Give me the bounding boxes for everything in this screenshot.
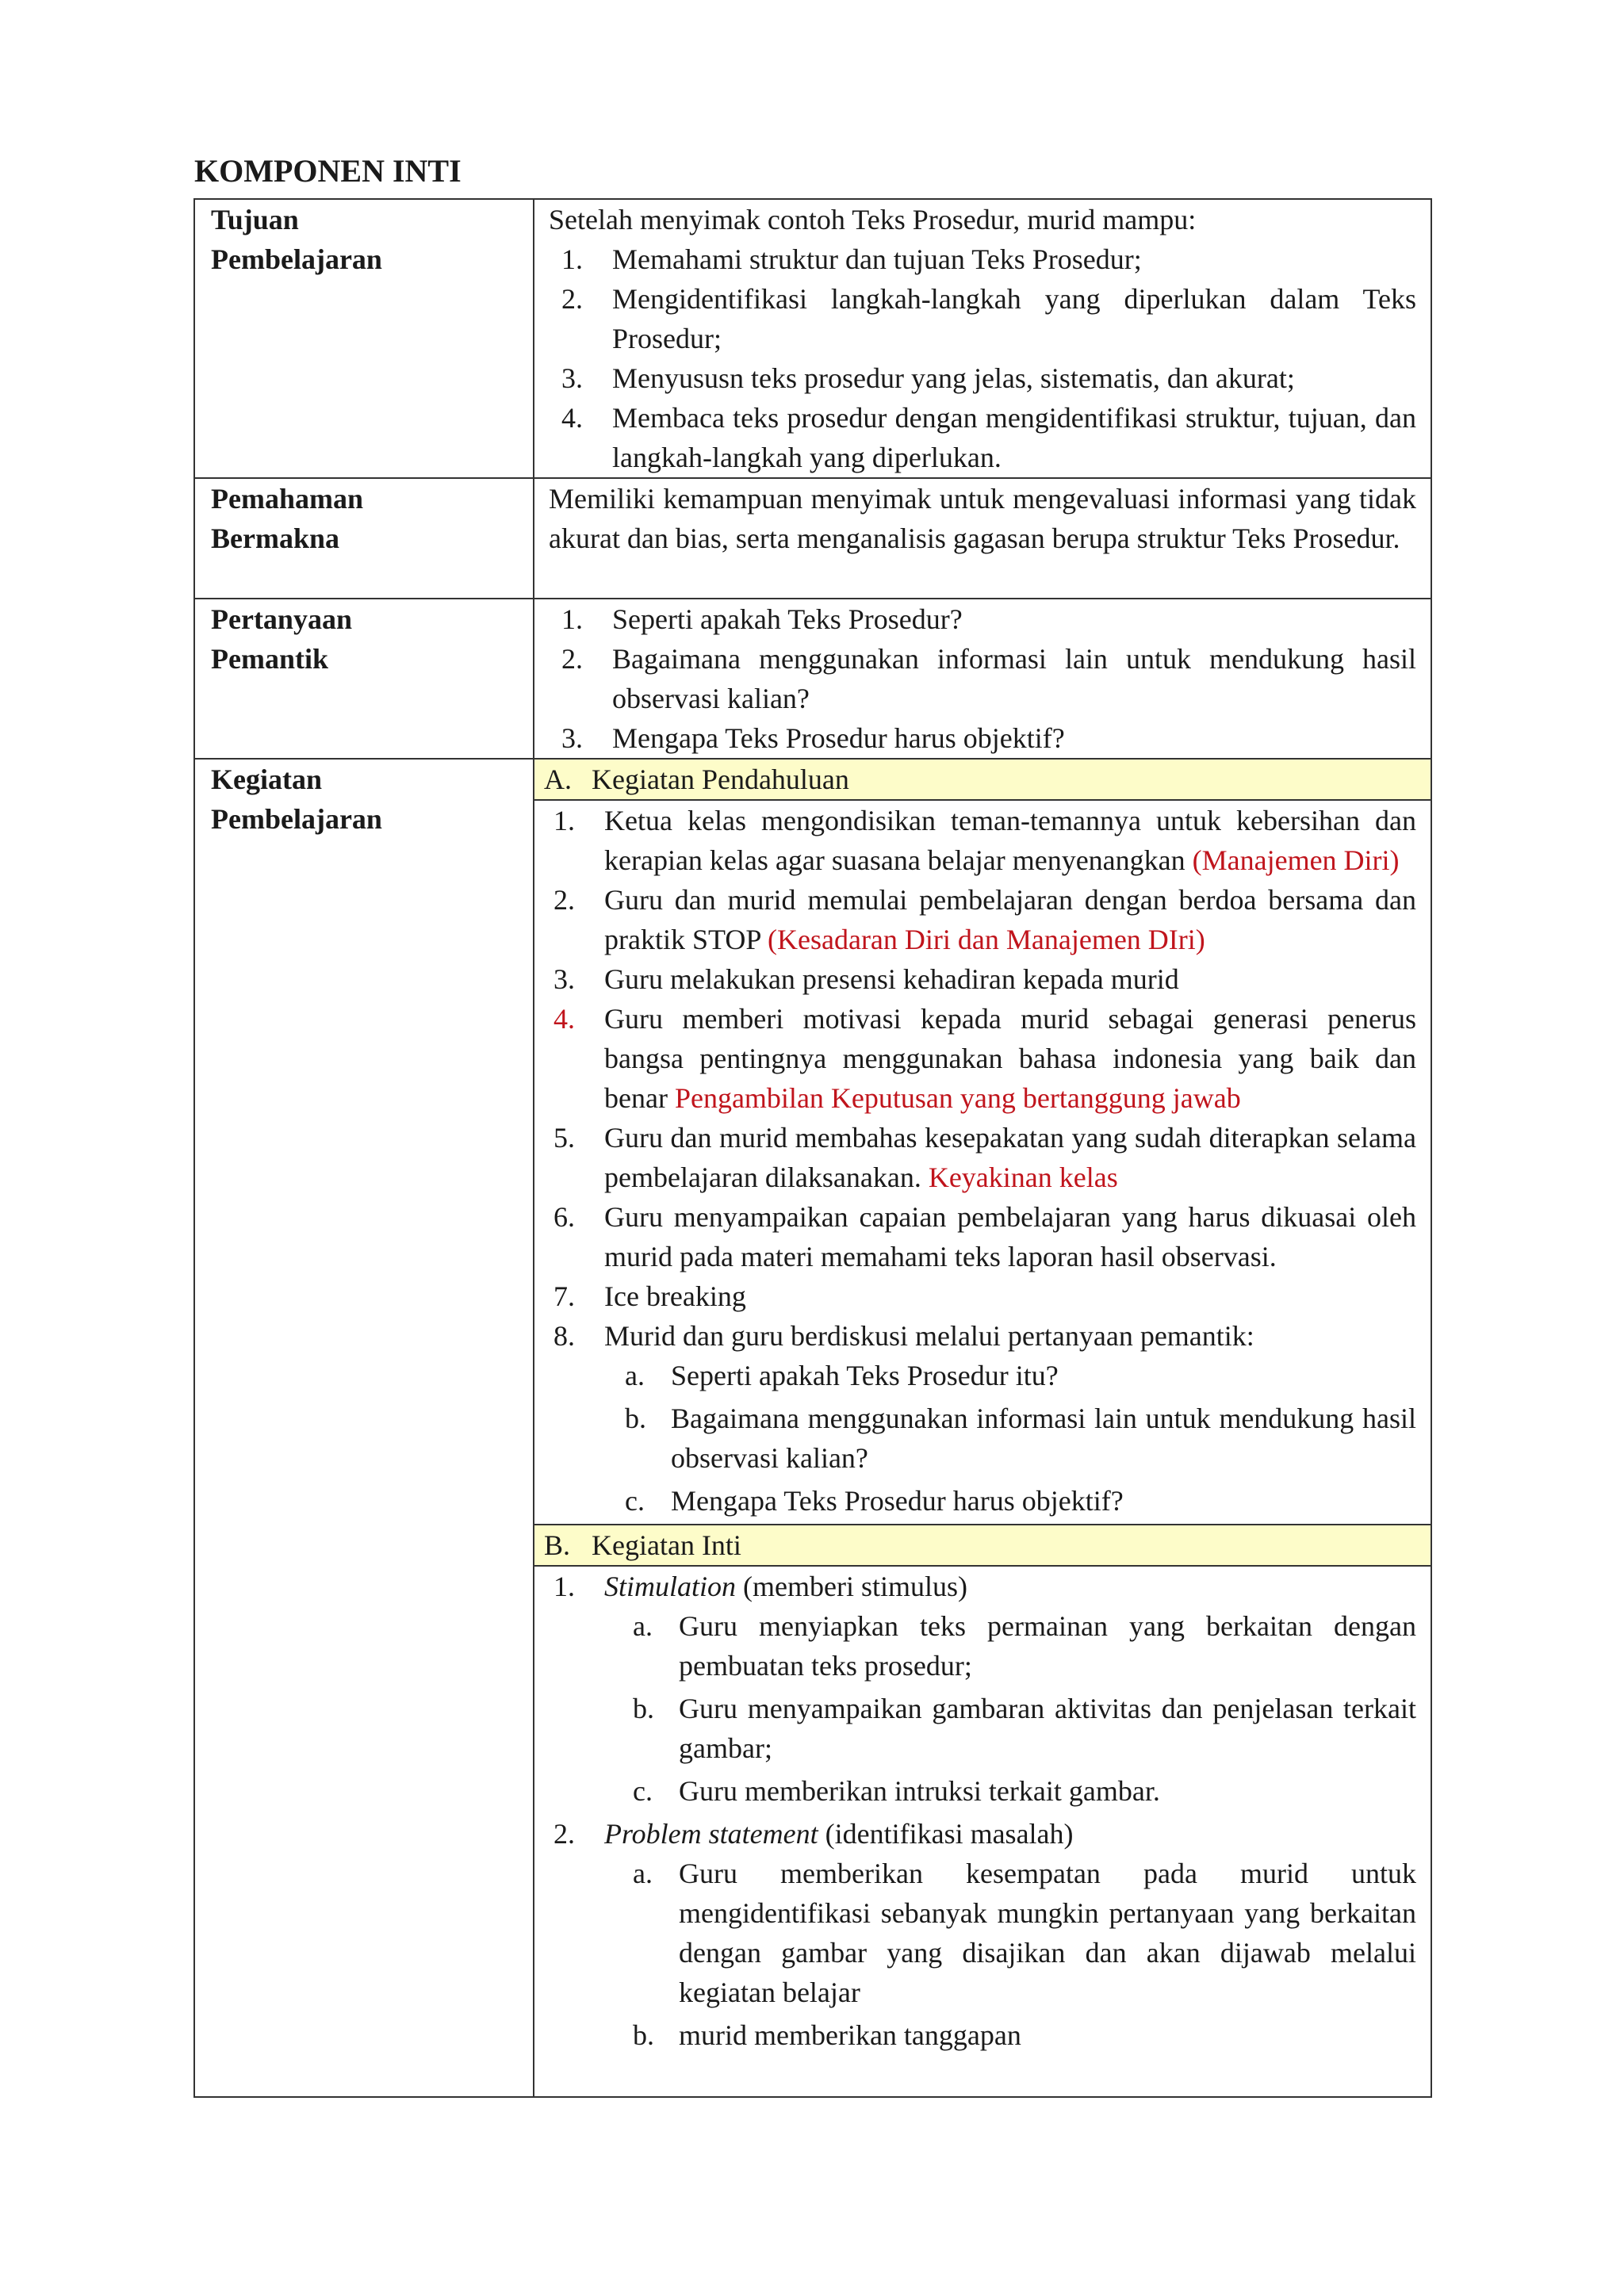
- list-item: [549, 1606, 1416, 1686]
- list-item: [549, 1118, 1416, 1197]
- item-number: 1.: [553, 805, 575, 836]
- item-text: Ice breaking: [604, 1280, 746, 1312]
- item-letter: a.: [633, 1610, 653, 1642]
- pertanyaan-list: [549, 599, 1416, 758]
- pendahuluan-list: [549, 801, 1416, 1356]
- item-letter: c.: [633, 1775, 653, 1807]
- label-line: Pertanyaan: [211, 603, 352, 635]
- item-text: Seperti apakah Teks Prosedur itu?: [671, 1360, 1059, 1391]
- item-text: Guru menyiapkan teks permainan yang berkaitan dengan pembuatan teks prosedur;: [679, 1610, 1416, 1682]
- label-pemahaman: [194, 478, 534, 599]
- list-item: [549, 599, 1416, 639]
- item-number: 1.: [561, 243, 583, 275]
- item-text: Guru menyampaikan gambaran aktivitas dan penjelasan terkait gambar;: [679, 1693, 1416, 1764]
- item-text: Bagaimana menggunakan informasi lain untuk mendukung hasil observasi kalian?: [671, 1402, 1416, 1474]
- item-number: 6.: [553, 1201, 575, 1233]
- tujuan-intro: Setelah menyimak contoh Teks Prosedur, murid mampu:: [549, 204, 1197, 235]
- list-item: [549, 801, 1416, 880]
- list-item: [549, 718, 1416, 758]
- item-text: (identifikasi masalah): [825, 1818, 1074, 1850]
- section-letter: B.: [544, 1529, 571, 1561]
- item-number: 3.: [561, 722, 583, 754]
- content-pertanyaan: [534, 599, 1431, 759]
- item-text: Guru memberikan kesempatan pada murid untuk mengidentifikasi sebanyak mungkin pertanyaan yang berkaitan dengan gambar yang disajikan dan akan dijawab melalui kegiatan belajar: [679, 1858, 1416, 2008]
- list-item: [549, 279, 1416, 358]
- item-letter: a.: [625, 1360, 645, 1391]
- item-number: 2.: [561, 643, 583, 675]
- item-number: 3.: [561, 362, 583, 394]
- item-text: Guru memberi motivasi kepada murid sebagai generasi penerus bangsa pentingnya menggunakan bahasa indonesia yang baik dan benar: [604, 1003, 1416, 1114]
- list-item: [549, 1814, 1416, 1854]
- section-a-header: [534, 759, 1431, 800]
- list-item: [549, 398, 1416, 477]
- item-term: Stimulation: [604, 1571, 737, 1602]
- content-pemahaman: [534, 478, 1431, 599]
- item-text: Seperti apakah Teks Prosedur?: [612, 603, 963, 635]
- item-text: Mengapa Teks Prosedur harus objektif?: [671, 1485, 1124, 1517]
- list-item: [549, 1771, 1416, 1811]
- row-kegiatan-a-header: [194, 759, 1431, 800]
- item-letter: b.: [633, 1693, 654, 1724]
- item-number: 2.: [553, 884, 575, 916]
- label-pertanyaan: [194, 599, 534, 759]
- list-item: [549, 1197, 1416, 1276]
- tujuan-list: [549, 239, 1416, 477]
- item-number: 1.: [553, 1571, 575, 1602]
- section-letter: A.: [544, 763, 572, 795]
- item-text: Mengidentifikasi langkah-langkah yang diperlukan dalam Teks Prosedur;: [612, 283, 1416, 354]
- item-letter: b.: [633, 2019, 654, 2051]
- page-title: KOMPONEN INTI: [194, 153, 462, 189]
- item-text: murid memberikan tanggapan: [679, 2019, 1021, 2051]
- list-item: [549, 1399, 1416, 1478]
- section-a-content: [534, 800, 1431, 1525]
- item-note: (Kesadaran Diri dan Manajemen DIri): [768, 924, 1205, 955]
- row-pertanyaan: [194, 599, 1431, 759]
- row-tujuan: [194, 199, 1431, 478]
- item-number: 5.: [553, 1122, 575, 1154]
- pemantik-sub-list: [549, 1356, 1416, 1521]
- item-text: Guru menyampaikan capaian pembelajaran yang harus dikuasai oleh murid pada materi memahami teks laporan hasil observasi.: [604, 1201, 1416, 1272]
- list-item: [549, 1356, 1416, 1395]
- item-text: Memahami struktur dan tujuan Teks Prosedur;: [612, 243, 1142, 275]
- item-number: 2.: [561, 283, 583, 315]
- item-text: Membaca teks prosedur dengan mengidentifikasi struktur, tujuan, dan langkah-langkah yang diperlukan.: [612, 402, 1416, 473]
- label-tujuan: [194, 199, 534, 478]
- item-number: 2.: [553, 1818, 575, 1850]
- komponen-inti-table: [193, 198, 1432, 2098]
- item-term: Problem statement: [604, 1818, 818, 1850]
- list-item: [549, 2015, 1416, 2055]
- item-number: 3.: [553, 963, 575, 995]
- list-item: [549, 959, 1416, 999]
- list-item: [549, 999, 1416, 1118]
- item-text: Guru dan murid membahas kesepakatan yang sudah diterapkan selama pembelajaran dilaksanakan.: [604, 1122, 1416, 1193]
- list-item: [549, 1854, 1416, 2012]
- row-pemahaman: [194, 478, 1431, 599]
- item-number: 4.: [561, 402, 583, 434]
- inti-list-2: [549, 1814, 1416, 1854]
- item-text: Guru memberikan intruksi terkait gambar.: [679, 1775, 1160, 1807]
- label-line: Pemantik: [211, 643, 328, 675]
- item-text: (memberi stimulus): [743, 1571, 967, 1602]
- item-text: Bagaimana menggunakan informasi lain untuk mendukung hasil observasi kalian?: [612, 643, 1416, 714]
- stimulation-sub-list: [549, 1606, 1416, 1811]
- list-item: [549, 239, 1416, 279]
- label-line: Bermakna: [211, 522, 339, 554]
- item-text: Guru dan murid memulai pembelajaran dengan berdoa bersama dan praktik STOP: [604, 884, 1416, 955]
- item-number: 7.: [553, 1280, 575, 1312]
- content-tujuan: [534, 199, 1431, 478]
- section-title: Kegiatan Pendahuluan: [592, 763, 849, 795]
- item-text: Mengapa Teks Prosedur harus objektif?: [612, 722, 1065, 754]
- label-line: Kegiatan: [211, 763, 322, 795]
- problem-statement-sub-list: [549, 1854, 1416, 2055]
- item-letter: b.: [625, 1402, 646, 1434]
- label-kegiatan: [194, 759, 534, 2097]
- list-item: [549, 1316, 1416, 1356]
- section-b-header: [534, 1525, 1431, 1566]
- inti-list: [549, 1567, 1416, 1606]
- list-item: [549, 639, 1416, 718]
- list-item: [549, 1276, 1416, 1316]
- item-text: Guru melakukan presensi kehadiran kepada murid: [604, 963, 1179, 995]
- item-note: Pengambilan Keputusan yang bertanggung jawab: [674, 1082, 1241, 1114]
- label-line: Tujuan: [211, 204, 299, 235]
- item-text: Menyususn teks prosedur yang jelas, sistematis, dan akurat;: [612, 362, 1295, 394]
- item-letter: a.: [633, 1858, 653, 1889]
- label-line: Pemahaman: [211, 483, 363, 515]
- pemahaman-text: Memiliki kemampuan menyimak untuk mengevaluasi informasi yang tidak akurat dan bias, serta menganalisis gagasan berupa struktur Teks Prosedur.: [549, 483, 1416, 554]
- list-item: [549, 358, 1416, 398]
- section-b-content: [534, 1566, 1431, 2097]
- item-number: 8.: [553, 1320, 575, 1352]
- item-text: Murid dan guru berdiskusi melalui pertanyaan pemantik:: [604, 1320, 1254, 1352]
- label-line: Pembelajaran: [211, 243, 382, 275]
- item-number: 1.: [561, 603, 583, 635]
- item-letter: c.: [625, 1485, 645, 1517]
- list-item: [549, 1567, 1416, 1606]
- item-note: (Manajemen Diri): [1192, 844, 1400, 876]
- list-item: [549, 880, 1416, 959]
- list-item: [549, 1481, 1416, 1521]
- item-note: Keyakinan kelas: [928, 1161, 1118, 1193]
- item-number: 4.: [553, 1003, 575, 1035]
- section-title: Kegiatan Inti: [592, 1529, 741, 1561]
- item-text: Ketua kelas mengondisikan teman-temannya untuk kebersihan dan kerapian kelas agar suasana belajar menyenangkan: [604, 805, 1416, 876]
- list-item: [549, 1689, 1416, 1768]
- label-line: Pembelajaran: [211, 803, 382, 835]
